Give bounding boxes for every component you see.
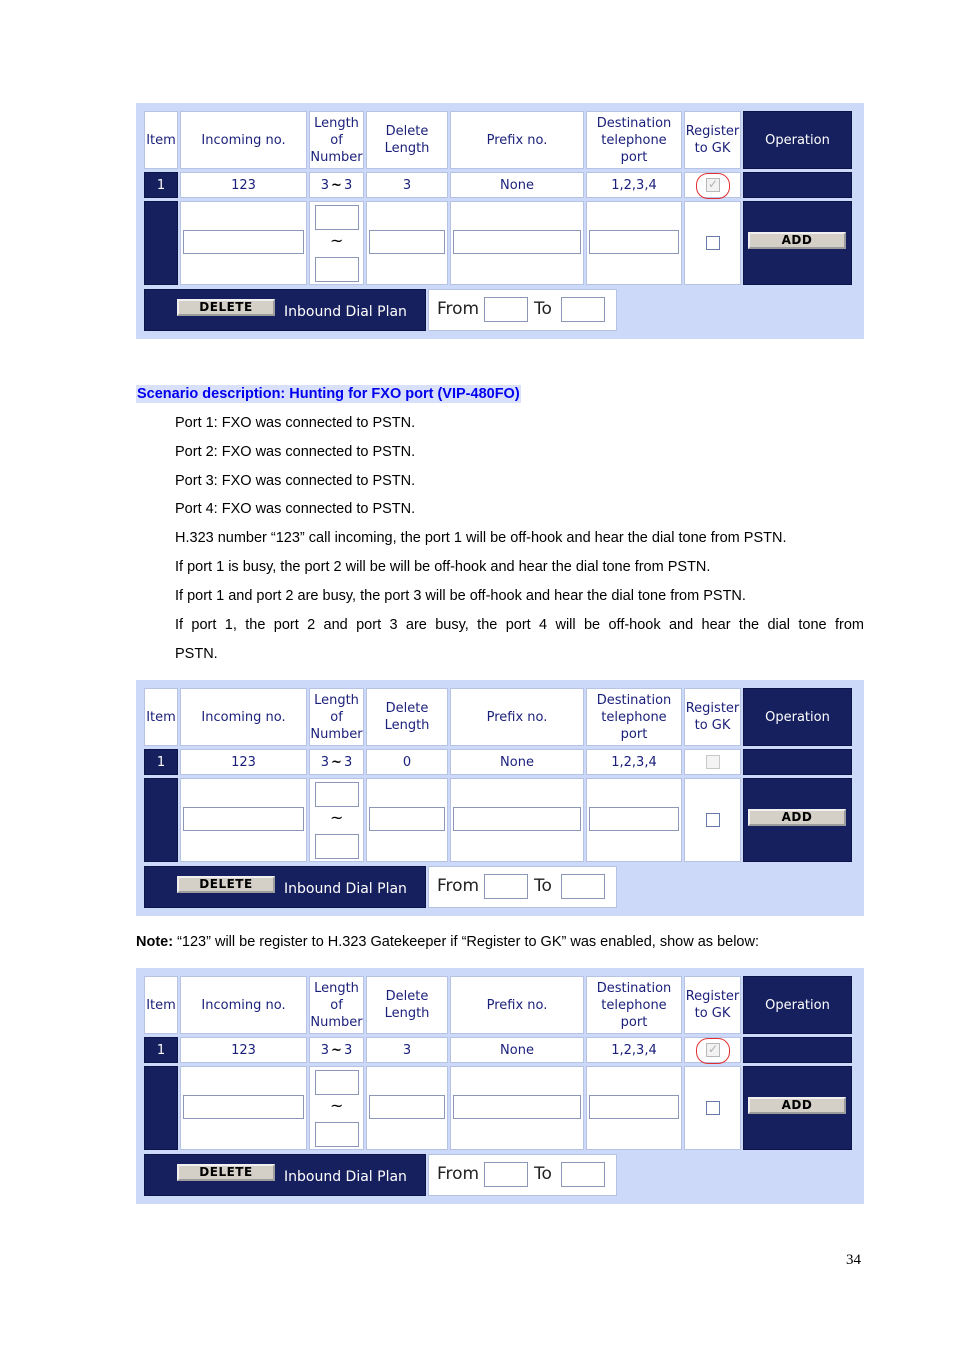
header-length	[309, 111, 364, 169]
row-item: 1	[144, 1037, 178, 1063]
new-register-cell	[684, 778, 741, 862]
row-register-cell	[684, 172, 741, 198]
new-register-checkbox[interactable]	[706, 813, 720, 827]
row-length-from: 3	[320, 754, 330, 770]
incoming-number-input[interactable]	[183, 230, 304, 254]
row-delete: 3	[366, 172, 448, 198]
new-register-checkbox[interactable]	[706, 1101, 720, 1115]
page-number: 34	[846, 1252, 861, 1268]
header-register-line: to GK	[694, 141, 731, 156]
row-delete: 0	[366, 749, 448, 775]
note-label: Note:	[136, 934, 174, 950]
new-prefix-cell	[450, 778, 584, 862]
header-prefix: Prefix no.	[450, 111, 584, 169]
header-delete-line: Delete	[385, 989, 429, 1004]
range-cell	[428, 866, 617, 908]
scenario-line: Port 1: FXO was connected to PSTN.	[175, 415, 416, 431]
prefix-input[interactable]	[453, 1095, 581, 1119]
scenario-line: H.323 number “123” call incoming, the port 1 will be off-hook and hear the dial tone from PSTN.	[175, 530, 787, 546]
header-destination-line: telephone port	[601, 709, 667, 742]
incoming-number-input[interactable]	[183, 1095, 304, 1119]
header-length	[309, 688, 364, 746]
length-to-input[interactable]	[315, 1122, 359, 1147]
delete-button[interactable]: DELETE	[177, 1164, 275, 1181]
dial-plan-panel	[136, 968, 864, 1204]
row-length-separator: ~	[331, 754, 342, 770]
scenario-line: Port 3: FXO was connected to PSTN.	[175, 473, 416, 489]
header-register	[684, 976, 741, 1034]
delete-length-input[interactable]	[369, 807, 445, 831]
row-length	[309, 1037, 364, 1063]
row-item: 1	[144, 749, 178, 775]
delete-button[interactable]: DELETE	[177, 299, 275, 316]
destination-port-input[interactable]	[589, 1095, 679, 1119]
new-operation-cell	[743, 1066, 852, 1150]
row-prefix: None	[450, 749, 584, 775]
delete-length-input[interactable]	[369, 1095, 445, 1119]
row-destination: 1,2,3,4	[586, 1037, 682, 1063]
new-item-cell	[144, 1066, 178, 1150]
footer-bar	[144, 1154, 426, 1196]
row-length-from: 3	[320, 177, 330, 193]
length-from-input[interactable]	[315, 1070, 359, 1095]
header-register-line: to GK	[694, 1006, 731, 1021]
to-input[interactable]	[561, 874, 605, 899]
register-checkbox[interactable]	[706, 755, 720, 769]
header-register	[684, 111, 741, 169]
destination-port-input[interactable]	[589, 807, 679, 831]
header-delete-line: Length	[384, 718, 430, 733]
row-length	[309, 172, 364, 198]
header-incoming: Incoming no.	[180, 688, 307, 746]
new-operation-cell	[743, 201, 852, 285]
new-delete-cell	[366, 201, 448, 285]
note-text: “123” will be register to H.323 Gatekeeper if “Register to GK” was enabled, show as below:	[173, 934, 759, 950]
row-prefix: None	[450, 172, 584, 198]
header-delete	[366, 111, 448, 169]
add-button[interactable]: ADD	[748, 1097, 846, 1114]
header-length-line: Number	[310, 726, 363, 742]
from-label: From	[437, 299, 480, 319]
prefix-input[interactable]	[453, 230, 581, 254]
header-length-line: of	[330, 709, 343, 725]
row-length-to: 3	[343, 1042, 353, 1058]
header-length-line: of	[330, 997, 343, 1013]
header-item: Item	[144, 688, 178, 746]
header-prefix: Prefix no.	[450, 976, 584, 1034]
from-label: From	[437, 876, 480, 896]
header-destination-line: Destination	[596, 980, 672, 996]
header-destination-line: Destination	[596, 115, 672, 131]
header-item: Item	[144, 111, 178, 169]
to-input[interactable]	[561, 1162, 605, 1187]
from-label: From	[437, 1164, 480, 1184]
header-register-line: Register	[685, 989, 740, 1004]
header-destination	[586, 111, 682, 169]
header-delete-line: Delete	[385, 701, 429, 716]
new-length-cell	[309, 1066, 364, 1150]
header-delete	[366, 976, 448, 1034]
from-input[interactable]	[484, 874, 528, 899]
header-destination	[586, 688, 682, 746]
register-checkbox[interactable]	[706, 1043, 720, 1057]
row-destination: 1,2,3,4	[586, 172, 682, 198]
row-length	[309, 749, 364, 775]
header-delete-line: Delete	[385, 124, 429, 139]
header-item: Item	[144, 976, 178, 1034]
range-cell	[428, 289, 617, 331]
header-destination	[586, 976, 682, 1034]
to-label: To	[534, 1164, 552, 1184]
scenario-line: If port 1 and port 2 are busy, the port 3 will be off-hook and hear the dial tone from PSTN.	[175, 588, 746, 604]
new-incoming-cell	[180, 778, 307, 862]
dial-plan-panel	[136, 680, 864, 916]
header-length-line: of	[330, 132, 343, 148]
header-register-line: to GK	[694, 718, 731, 733]
header-register-line: Register	[685, 701, 740, 716]
scenario-line: If port 1 is busy, the port 2 will be will be off-hook and hear the dial tone from PSTN.	[175, 559, 711, 575]
length-from-input[interactable]	[315, 782, 359, 807]
header-length-line: Length	[314, 692, 359, 708]
new-incoming-cell	[180, 1066, 307, 1150]
to-label: To	[534, 876, 552, 896]
scenario-line: Port 2: FXO was connected to PSTN.	[175, 444, 416, 460]
new-incoming-cell	[180, 201, 307, 285]
new-delete-cell	[366, 1066, 448, 1150]
row-register-cell	[684, 749, 741, 775]
header-length-line: Length	[314, 980, 359, 996]
row-operation	[743, 172, 852, 198]
new-delete-cell	[366, 778, 448, 862]
incoming-number-input[interactable]	[183, 807, 304, 831]
new-prefix-cell	[450, 201, 584, 285]
footer-bar	[144, 289, 426, 331]
header-register	[684, 688, 741, 746]
add-button[interactable]: ADD	[748, 232, 846, 249]
footer-label: Inbound Dial Plan	[284, 1169, 407, 1185]
length-to-input[interactable]	[315, 257, 359, 282]
new-destination-cell	[586, 1066, 682, 1150]
row-item: 1	[144, 172, 178, 198]
register-checkbox[interactable]	[706, 178, 720, 192]
header-incoming: Incoming no.	[180, 111, 307, 169]
footer-label: Inbound Dial Plan	[284, 881, 407, 897]
header-length-line: Length	[314, 115, 359, 131]
header-destination-line: telephone port	[601, 132, 667, 165]
new-item-cell	[144, 778, 178, 862]
new-destination-cell	[586, 201, 682, 285]
new-operation-cell	[743, 778, 852, 862]
prefix-input[interactable]	[453, 807, 581, 831]
header-incoming: Incoming no.	[180, 976, 307, 1034]
note-paragraph	[136, 933, 759, 951]
new-prefix-cell	[450, 1066, 584, 1150]
length-to-input[interactable]	[315, 834, 359, 859]
header-delete-line: Length	[384, 141, 430, 156]
header-destination-line: telephone port	[601, 997, 667, 1030]
to-label: To	[534, 299, 552, 319]
header-delete-line: Length	[384, 1006, 430, 1021]
row-length-to: 3	[343, 177, 353, 193]
add-button[interactable]: ADD	[748, 809, 846, 826]
delete-length-input[interactable]	[369, 230, 445, 254]
row-delete: 3	[366, 1037, 448, 1063]
delete-button[interactable]: DELETE	[177, 876, 275, 893]
header-operation: Operation	[743, 111, 852, 169]
length-tilde: ~	[330, 808, 344, 827]
header-destination-line: Destination	[596, 692, 672, 708]
new-register-cell	[684, 201, 741, 285]
row-incoming: 123	[180, 749, 307, 775]
header-length	[309, 976, 364, 1034]
from-input[interactable]	[484, 1162, 528, 1187]
header-register-line: Register	[685, 124, 740, 139]
scenario-heading: Scenario description: Hunting for FXO port (VIP-480FO)	[137, 386, 520, 402]
new-length-cell	[309, 778, 364, 862]
dial-plan-panel	[136, 103, 864, 339]
new-item-cell	[144, 201, 178, 285]
row-length-from: 3	[320, 1042, 330, 1058]
header-length-line: Number	[310, 149, 363, 165]
header-operation: Operation	[743, 976, 852, 1034]
row-incoming: 123	[180, 172, 307, 198]
from-input[interactable]	[484, 297, 528, 322]
row-operation	[743, 749, 852, 775]
footer-label: Inbound Dial Plan	[284, 304, 407, 320]
new-destination-cell	[586, 778, 682, 862]
scenario-line: Port 4: FXO was connected to PSTN.	[175, 501, 416, 517]
row-prefix: None	[450, 1037, 584, 1063]
row-incoming: 123	[180, 1037, 307, 1063]
row-destination: 1,2,3,4	[586, 749, 682, 775]
header-operation: Operation	[743, 688, 852, 746]
new-length-cell	[309, 201, 364, 285]
row-operation	[743, 1037, 852, 1063]
row-length-separator: ~	[331, 1042, 342, 1058]
header-length-line: Number	[310, 1014, 363, 1030]
to-input[interactable]	[561, 297, 605, 322]
header-prefix: Prefix no.	[450, 688, 584, 746]
length-from-input[interactable]	[315, 205, 359, 230]
row-register-cell	[684, 1037, 741, 1063]
new-register-checkbox[interactable]	[706, 236, 720, 250]
destination-port-input[interactable]	[589, 230, 679, 254]
new-register-cell	[684, 1066, 741, 1150]
length-tilde: ~	[330, 231, 344, 250]
range-cell	[428, 1154, 617, 1196]
row-length-to: 3	[343, 754, 353, 770]
length-tilde: ~	[330, 1096, 344, 1115]
header-delete	[366, 688, 448, 746]
row-length-separator: ~	[331, 177, 342, 193]
scenario-line: PSTN.	[175, 646, 218, 662]
footer-bar	[144, 866, 426, 908]
scenario-line: If port 1, the port 2 and port 3 are busy, the port 4 will be off-hook and hear the dial tone from	[175, 617, 864, 633]
